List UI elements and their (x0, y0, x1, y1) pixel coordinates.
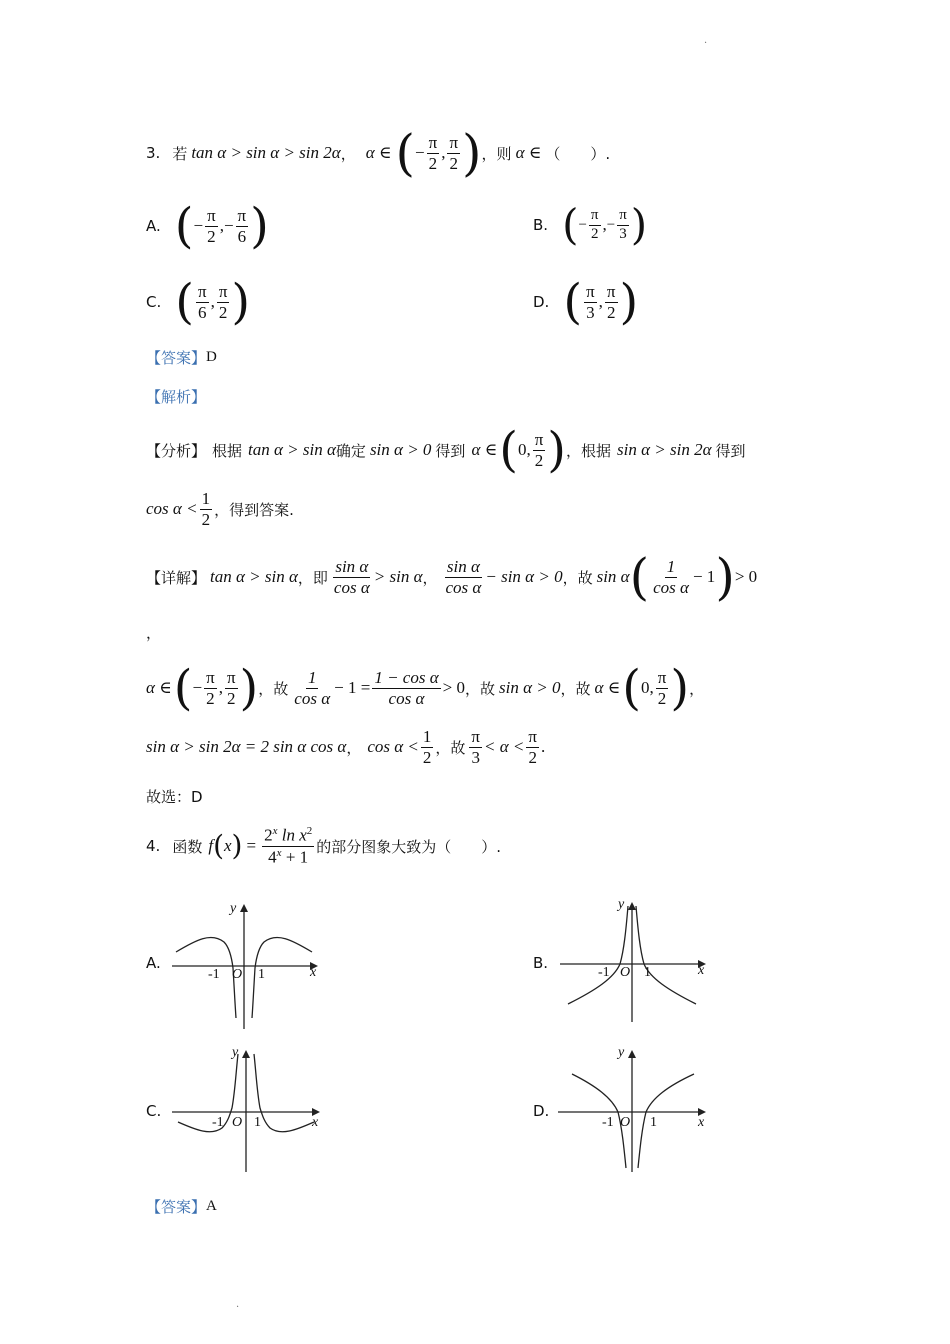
q3-fenxi-line: 【分析】 根据 tan α > sin α 确定 sin α > 0 得到 α ∈ ( 0, $\frac{\pi}{2}$ ) ，根据 sin α > sin 2α 得到 (146, 422, 746, 478)
label-neg1: -1 (602, 1115, 614, 1130)
q4-option-c-label: C. (146, 1102, 162, 1120)
label-origin: O (232, 1115, 243, 1130)
q3-xiangjie-line3: sin α > sin 2α = 2 sin α cos α ， cos α < $\frac{1}{2}$ ，故 $\frac{\pi}{3}$ < α < $\frac{\pi}{2}$ . (146, 727, 546, 767)
q3-option-b-label: B. (533, 216, 549, 234)
q3-fenxi-line2: cos α < $\frac{1}{2}$ ，得到答案. (146, 489, 294, 529)
q3-option-a: A. ( − $\frac{\pi}{2}$ , − $\frac{\pi}{6}$ ) (146, 198, 269, 254)
q3-option-d: D. ( $\frac{\pi}{3}$ , $\frac{\pi}{2}$ ) (533, 274, 639, 330)
label-origin: O (620, 965, 631, 980)
y-axis-arrow (242, 1050, 250, 1058)
q3-xiangjie-tag: 【详解】 (146, 568, 207, 587)
q4-answer (146, 1196, 217, 1217)
curve-right (636, 906, 696, 1004)
q4-answer-value: A (206, 1198, 217, 1214)
q4-graph-d (556, 1042, 716, 1182)
q3-stem-inequality: tan α > sin α > sin 2α (191, 143, 341, 162)
q3-option-c-label: C. (146, 293, 162, 311)
q3-then-alpha: α ∈ (515, 143, 542, 162)
q3-answer (146, 347, 217, 368)
q3-stem-prefix: 若 (172, 144, 188, 163)
q4-graph-a (166, 894, 336, 1034)
y-axis-arrow (628, 902, 636, 910)
page-mark-top: · (704, 38, 708, 49)
q3-blank: （ ）. (545, 144, 611, 163)
label-x: x (312, 1115, 319, 1130)
q3-choose: 故选：D (146, 788, 203, 806)
y-axis-arrow (240, 904, 248, 912)
q4-option-d-label: D. (533, 1102, 550, 1120)
q3-domain-neg: − (415, 143, 425, 162)
q3-rparen: ) (462, 124, 482, 182)
curve-left (572, 1074, 626, 1168)
label-y: y (232, 1045, 239, 1060)
label-one: 1 (258, 967, 265, 982)
curve-right (254, 1054, 314, 1132)
label-origin: O (232, 967, 243, 982)
q3-option-a-label: A. (146, 217, 161, 235)
q3-answer-tag: 【答案】 (146, 349, 207, 367)
q3-xiangjie-line2: α ∈ ( − $\frac{\pi}{2}$ , $\frac{\pi}{2}$ ) ，故 $\frac{1}{\text{cos α}}$ − 1 = $\frac{\text{1 − cos α}}{\text{cos α}}$ > 0 ，故 sin α > 0 ，故 α ∈ ( 0, $\frac{\pi}{2}$ ) ， (146, 660, 705, 716)
label-x: x (310, 965, 317, 980)
label-neg1: -1 (212, 1115, 224, 1130)
label-y: y (618, 1045, 625, 1060)
label-neg1: -1 (208, 967, 220, 982)
q3-stem: 3. 若 tan α > sin α > sin 2α ， α ∈ ( − $\frac{\pi}{2}$ , $\frac{\pi}{2}$ ) ，则 α ∈ （ ）. (146, 124, 611, 182)
curve-left (176, 937, 236, 1018)
label-neg1: -1 (598, 965, 610, 980)
q3-option-c: C. ( $\frac{\pi}{6}$ , $\frac{\pi}{2}$ ) (146, 274, 251, 330)
q4-stem: 4. 函数 f ( x ) = $\frac{2^x \ln x^2}{4^x + 1}$ 的部分图象大致为（ ）. (146, 825, 502, 867)
q4-function-frac: $\frac{2^x \ln x^2}{4^x + 1}$ (264, 825, 313, 867)
q4-option-a-label: A. (146, 954, 161, 972)
label-y: y (618, 897, 625, 912)
curve-left (568, 906, 631, 1004)
q3-alpha-in: α ∈ (365, 143, 392, 162)
q4-option-b-label: B. (533, 954, 549, 972)
q4-answer-tag: 【答案】 (146, 1198, 207, 1216)
label-x: x (698, 1115, 705, 1130)
q3-answer-value: D (206, 349, 217, 365)
q3-fenxi-tag: 【分析】 (146, 441, 207, 460)
q3-domain-frac-b: $\frac{\pi}{2}$ (449, 132, 459, 173)
label-x: x (698, 963, 705, 978)
q4-graph-c (166, 1042, 336, 1182)
q3-domain-frac-a: $\frac{\pi}{2}$ (428, 132, 438, 173)
q4-graph-b (556, 894, 716, 1034)
label-one: 1 (650, 1115, 657, 1130)
label-one: 1 (254, 1115, 261, 1130)
label-one: 1 (644, 965, 651, 980)
q3-analysis-tag: 【解析】 (146, 388, 207, 406)
q3-trailing-comma: ， (146, 624, 162, 642)
q3-number: 3. (146, 144, 161, 162)
page-mark-bottom: · (236, 1302, 240, 1313)
curve-left (178, 1054, 238, 1132)
label-y: y (230, 901, 237, 916)
curve-right (638, 1074, 694, 1168)
q3-xiangjie-line1: 【详解】 tan α > sin α ，即 $\frac{\text{sin α}}{\text{cos α}}$ > sin α ， $\frac{\text{sin α}}{\text{cos α}}$ − sin α > 0 ，故 sin α ( $\frac{1}{\text{cos α}}$ − 1 ) > 0 (146, 548, 758, 606)
q4-number: 4. (146, 837, 161, 855)
q3-option-d-label: D. (533, 293, 550, 311)
q3-lparen: ( (395, 124, 415, 182)
label-origin: O (620, 1115, 631, 1130)
y-axis-arrow (628, 1050, 636, 1058)
q3-then: ，则 (481, 144, 512, 163)
q3-option-b: B. ( − $\frac{\pi}{2}$ , − $\frac{\pi}{3}$ ) (533, 200, 648, 249)
q3-comma: ， (340, 144, 356, 163)
